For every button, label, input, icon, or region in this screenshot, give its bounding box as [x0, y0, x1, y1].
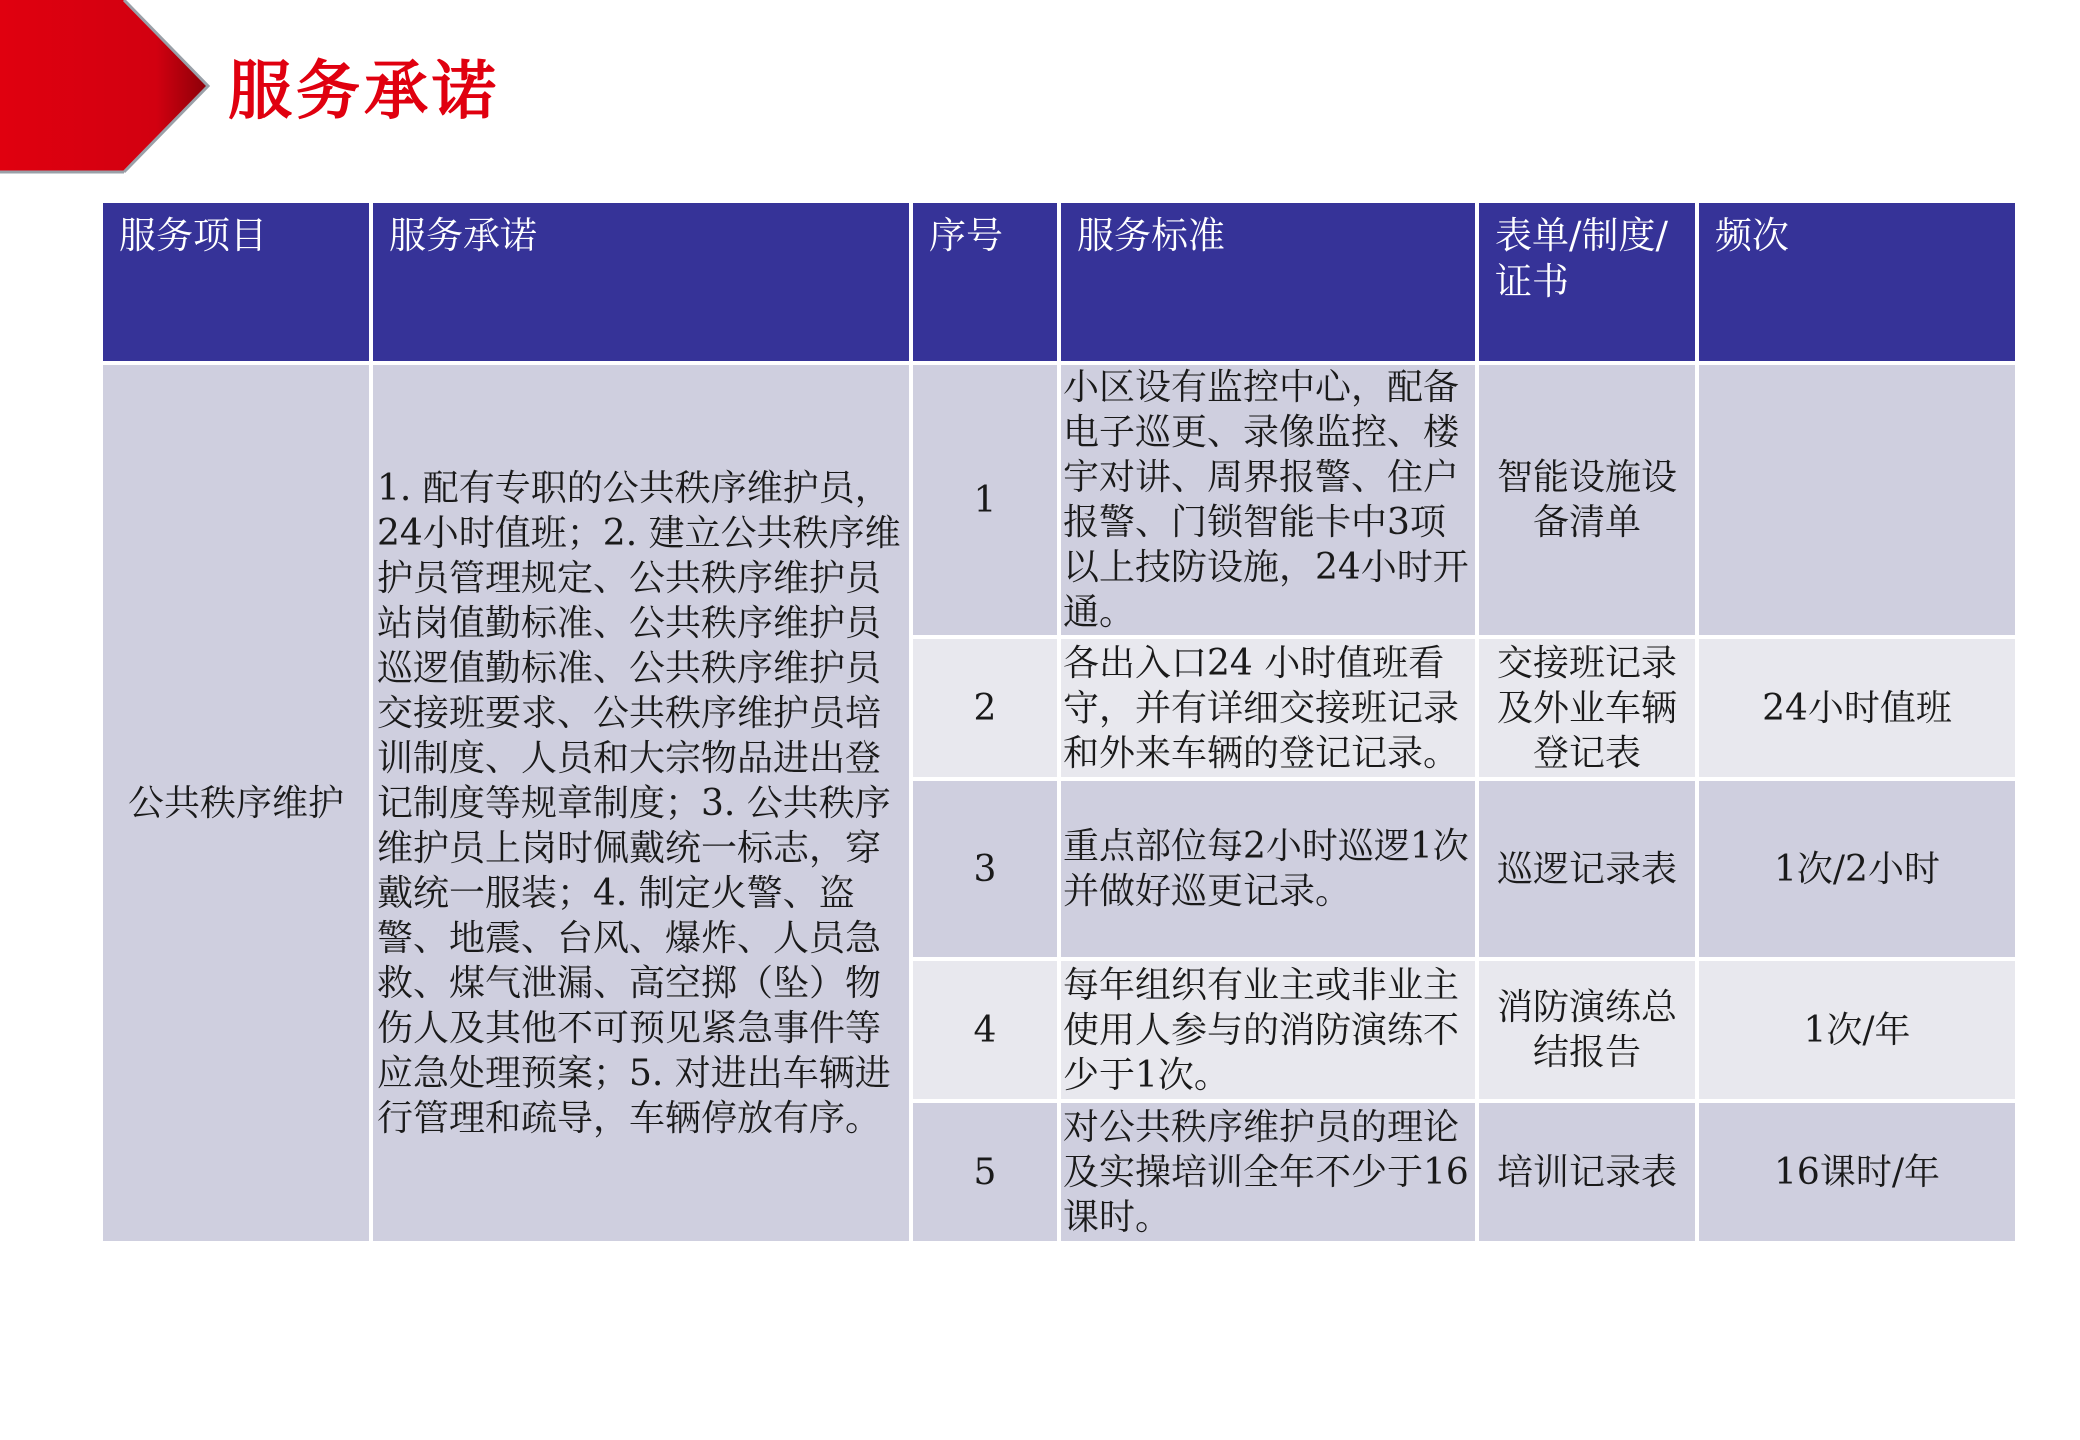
service-standard-cell: 各出入口24 小时值班看守，并有详细交接班记录和外来车辆的登记记录。	[1061, 639, 1475, 777]
header-service-promise: 服务承诺	[373, 203, 909, 361]
table-header-row	[103, 203, 2015, 361]
row-number: 3	[913, 781, 1057, 957]
frequency-cell: 1次/年	[1699, 961, 2015, 1099]
row-number: 5	[913, 1103, 1057, 1241]
frequency-cell: 16课时/年	[1699, 1103, 2015, 1241]
form-cell: 培训记录表	[1479, 1103, 1695, 1241]
frequency-cell	[1699, 365, 2015, 635]
service-standard-cell: 每年组织有业主或非业主使用人参与的消防演练不少于1次。	[1061, 961, 1475, 1099]
service-standard-cell: 对公共秩序维护员的理论及实操培训全年不少于16课时。	[1061, 1103, 1475, 1241]
service-table	[103, 203, 2015, 1241]
form-cell: 巡逻记录表	[1479, 781, 1695, 957]
service-standard-cell: 小区设有监控中心，配备电子巡更、录像监控、楼宇对讲、周界报警、住户报警、门锁智能卡中3项以上技防设施，24小时开通。	[1061, 365, 1475, 635]
row-number: 1	[913, 365, 1057, 635]
form-cell: 交接班记录及外业车辆登记表	[1479, 639, 1695, 777]
service-item-cell: 公共秩序维护	[103, 365, 369, 1241]
row-number: 4	[913, 961, 1057, 1099]
table-row	[103, 365, 2015, 635]
frequency-cell: 24小时值班	[1699, 639, 2015, 777]
header-frequency: 频次	[1699, 203, 2015, 361]
header-service-standard: 服务标准	[1061, 203, 1475, 361]
form-cell: 消防演练总结报告	[1479, 961, 1695, 1099]
form-cell: 智能设施设备清单	[1479, 365, 1695, 635]
page-title: 服务承诺	[228, 55, 500, 129]
service-promise-cell: 1. 配有专职的公共秩序维护员，24小时值班；2. 建立公共秩序维护员管理规定、公共秩序维护员站岗值勤标准、公共秩序维护员巡逻值勤标准、公共秩序维护员交接班要求、公共秩序维护员培训制度、人员和大宗物品进出登记制度等规章制度；3. 公共秩序维护员上岗时佩戴统一标志，穿戴统一服装；4. 制定火警、盗警、地震、台风、爆炸、人员急救、煤气泄漏、高空掷（坠）物伤人及其他不可预见紧急事件等应急处理预案；5. 对进出车辆进行管理和疏导，车辆停放有序。	[373, 365, 909, 1241]
header-form-certificate: 表单/制度/证书	[1479, 203, 1695, 361]
frequency-cell: 1次/2小时	[1699, 781, 2015, 957]
row-number: 2	[913, 639, 1057, 777]
header-number: 序号	[913, 203, 1057, 361]
header-service-item: 服务项目	[103, 203, 369, 361]
title-arrow-decoration	[0, 0, 210, 176]
service-standard-cell: 重点部位每2小时巡逻1次并做好巡更记录。	[1061, 781, 1475, 957]
